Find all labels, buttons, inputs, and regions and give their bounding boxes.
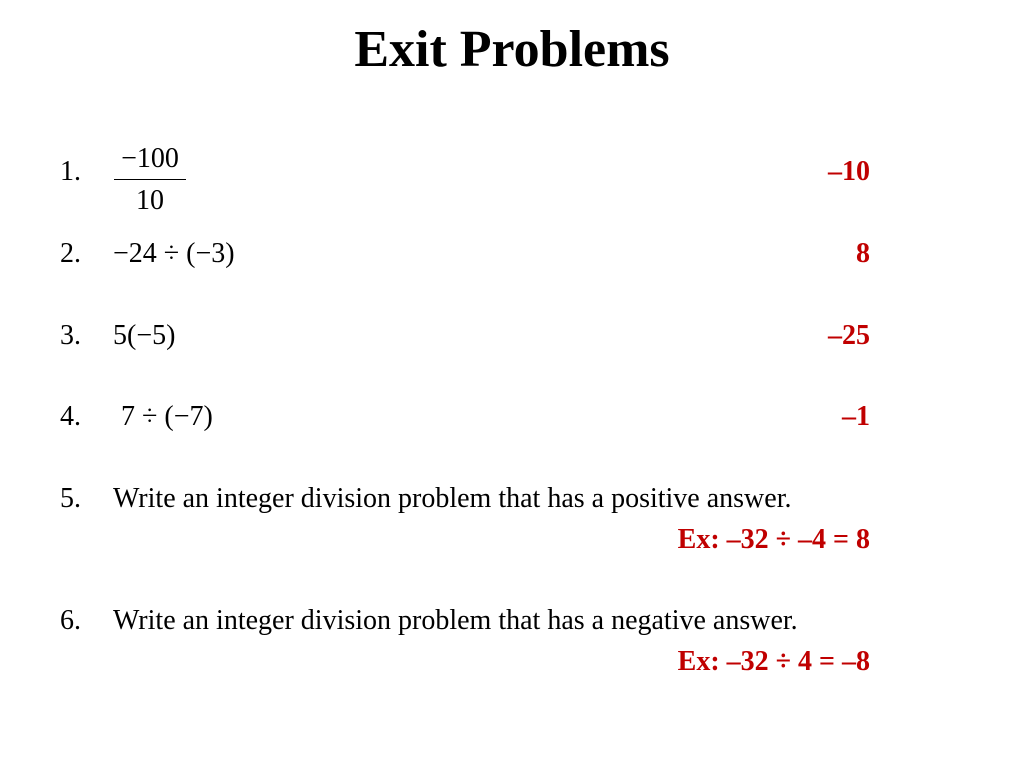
- problem-3-expression: 5(−5): [113, 320, 176, 351]
- problem-3-answer: –25: [828, 320, 870, 351]
- problem-1-fraction: [112, 142, 188, 218]
- fraction-bar: [114, 179, 186, 180]
- problem-2-number: 2.: [60, 238, 81, 269]
- problem-1-numerator: −100: [121, 143, 179, 174]
- problem-5-expression: Write an integer division problem that has a positive answer.: [113, 483, 792, 514]
- slide-title: Exit Problems: [354, 21, 670, 78]
- problem-1-denominator: 10: [136, 185, 164, 216]
- problem-2-answer: 8: [856, 238, 870, 269]
- problem-6-number: 6.: [60, 605, 81, 636]
- problem-5-answer: Ex: –32 ÷ –4 = 8: [677, 524, 870, 555]
- problem-1-answer: –10: [828, 156, 870, 187]
- problem-6-answer: Ex: –32 ÷ 4 = –8: [677, 646, 870, 677]
- problem-4-answer: –1: [842, 401, 870, 432]
- problem-2-expression: −24 ÷ (−3): [113, 238, 235, 269]
- problem-5-number: 5.: [60, 483, 81, 514]
- problem-6-expression: Write an integer division problem that has a negative answer.: [113, 605, 798, 636]
- problem-3-number: 3.: [60, 320, 81, 351]
- problem-4-expression: 7 ÷ (−7): [121, 401, 213, 432]
- problem-4-number: 4.: [60, 401, 81, 432]
- problem-1-number: 1.: [60, 156, 81, 187]
